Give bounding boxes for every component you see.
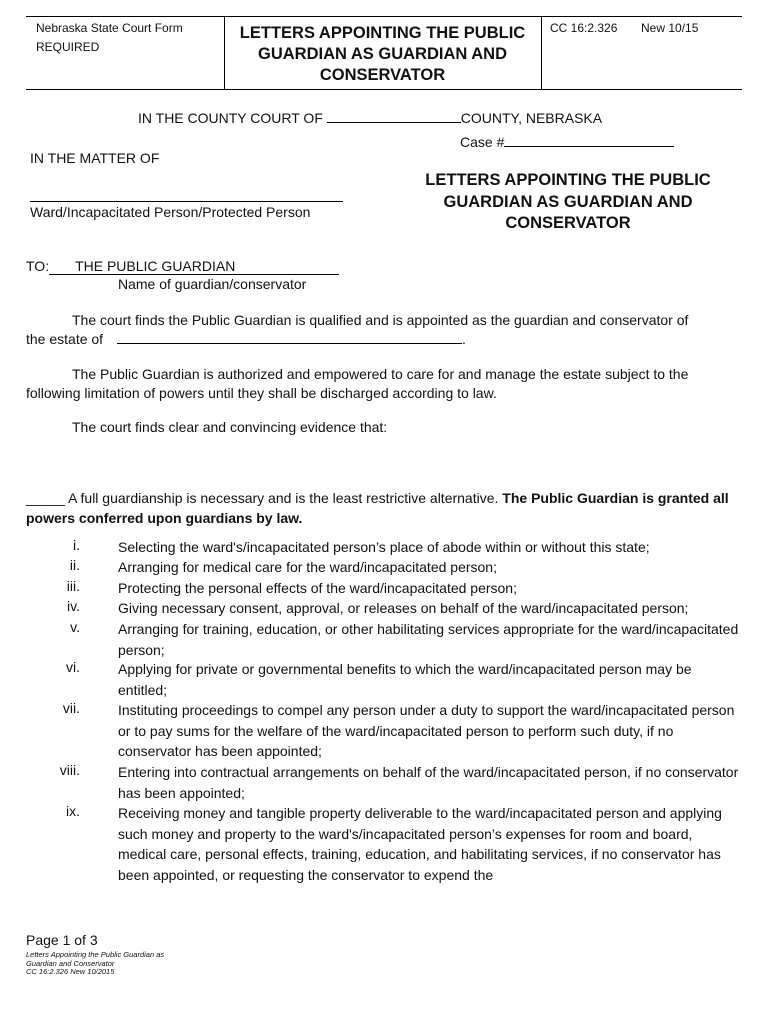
county-court-line	[138, 108, 602, 126]
estate-name-field[interactable]	[117, 329, 462, 344]
list-item-number: ix.	[66, 803, 80, 819]
footer-line1: Letters Appointing the Public Guardian as	[26, 950, 165, 959]
list-item: Entering into contractual arrangements on behalf of the ward/incapacitated person, if no conservator has been appointed;	[118, 764, 739, 801]
list-item: Receiving money and tangible property deliverable to the ward/incapacitated person and applying such money and property to the ward's/incapacitated person’s expenses for room and board, medical care, personal effects, training, education, and habilitating services, if no conservator has been appointed, or requesting the conservator to expend the	[118, 805, 722, 883]
county-court-suffix: COUNTY, NEBRASKA	[460, 110, 603, 126]
ward-label: Ward/Incapacitated Person/Protected Person	[30, 204, 311, 220]
full-guardianship-text: A full guardianship is necessary and is the least restrictive alternative.	[68, 490, 499, 506]
case-number-field[interactable]	[504, 132, 674, 147]
guardian-name-field[interactable]: THE PUBLIC GUARDIAN	[49, 258, 339, 275]
list-item: Arranging for training, education, or other habilitating services appropriate for the ward/incapacitated person;	[118, 621, 739, 658]
list-item: Protecting the personal effects of the ward/incapacitated person;	[118, 580, 517, 596]
evidence-paragraph: The court finds clear and convincing evidence that:	[72, 419, 388, 435]
ward-name-field[interactable]	[30, 200, 343, 202]
list-item-number: ii.	[69, 557, 80, 573]
form-header	[26, 16, 742, 90]
footer-line3: CC 16:2.326 New 10/2015	[26, 967, 115, 976]
estate-of-label: the estate of	[26, 331, 104, 347]
list-item-number: vi.	[66, 659, 80, 675]
list-item: Giving necessary consent, approval, or releases on behalf of the ward/incapacitated person;	[118, 600, 689, 616]
list-item: Selecting the ward's/incapacitated person’s place of abode within or without this state;	[118, 539, 650, 555]
form-code: CC 16:2.326	[550, 21, 618, 35]
period: .	[461, 331, 466, 347]
case-number-line	[460, 132, 674, 150]
to-line	[26, 258, 339, 275]
list-item: Applying for private or governmental benefits to which the ward/incapacitated person may be entitled;	[118, 661, 692, 698]
list-item-number: v.	[70, 619, 80, 635]
list-item: Instituting proceedings to compel any person under a duty to support the ward/incapacitated person or to pay sums for the welfare of the ward/incapacitated person to perform such duty, if no conservator has been appointed;	[118, 702, 735, 759]
county-court-prefix: IN THE COUNTY COURT OF	[138, 110, 323, 126]
footer-line2: Guardian and Conservator	[26, 958, 115, 968]
county-name-field[interactable]	[327, 108, 461, 123]
full-guardianship-checkline[interactable]: _____	[26, 490, 65, 506]
list-item-number: iii.	[66, 578, 80, 594]
guardian-name-caption: Name of guardian/conservator	[118, 276, 307, 292]
page-number: Page 1 of 3	[26, 932, 98, 948]
form-revision: New 10/15	[641, 21, 699, 35]
finding-paragraph-line2	[26, 329, 466, 347]
to-label: TO:	[26, 258, 50, 274]
matter-label: IN THE MATTER OF	[30, 150, 160, 166]
list-item-number: vii.	[62, 700, 80, 716]
full-guardianship-bold-text: The Public Guardian is granted all powers conferred upon guardians by law.	[26, 490, 729, 526]
form-required-label: REQUIRED	[36, 40, 100, 54]
finding-paragraph-line1: The court finds the Public Guardian is qualified and is appointed as the guardian and conservator of	[72, 312, 689, 328]
list-item-number: iv.	[67, 598, 80, 614]
authority-paragraph: The Public Guardian is authorized and empowered to care for and manage the estate subject to the following limitation of powers until they shall be discharged according to law.	[26, 366, 689, 401]
case-number-label: Case #	[460, 134, 505, 150]
document-title: LETTERS APPOINTING THE PUBLIC GUARDIAN AS GUARDIAN AND CONSERVATOR	[425, 171, 711, 232]
form-code-cell	[542, 17, 742, 89]
list-item-number: viii.	[59, 762, 80, 778]
footer-form-info	[26, 951, 164, 977]
header-title: LETTERS APPOINTING THE PUBLIC GUARDIAN AS GUARDIAN AND CONSERVATOR	[224, 17, 542, 89]
list-item-number: i.	[73, 537, 80, 553]
list-item: Arranging for medical care for the ward/incapacitated person;	[118, 559, 497, 575]
form-source-cell	[26, 17, 225, 89]
form-source-line1: Nebraska State Court Form	[36, 21, 183, 35]
full-guardianship-option	[26, 489, 742, 528]
